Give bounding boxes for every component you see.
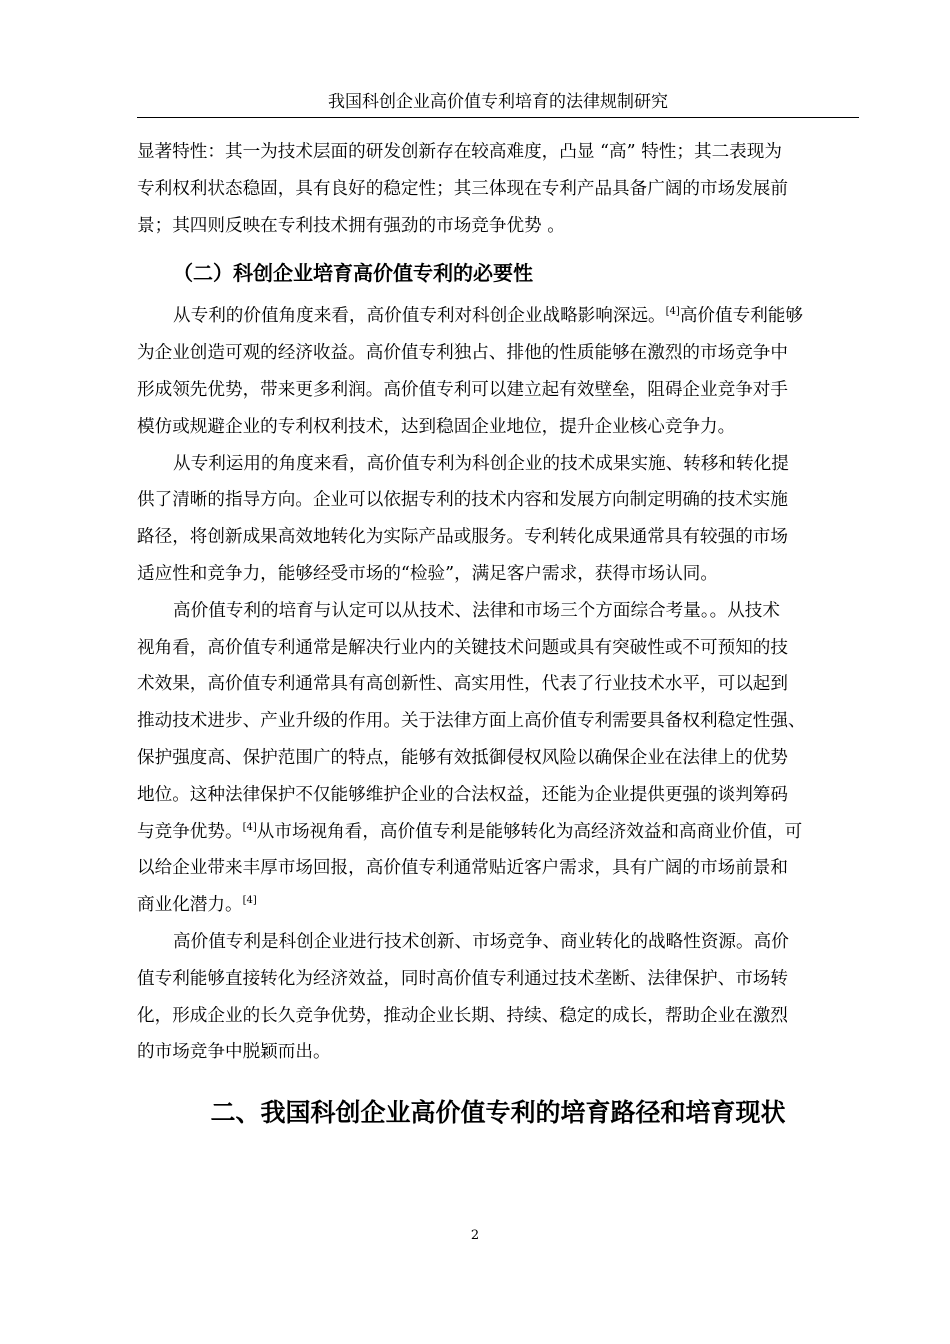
- text-line: 高价值专利是科创企业进行技术创新、市场竞争、商业转化的战略性资源。高价: [173, 931, 789, 952]
- intro-paragraph: [137, 134, 859, 244]
- text-line: 路径，将创新成果高效地转化为实际产品或服务。专利转化成果通常具有较强的市场: [137, 527, 788, 548]
- text-line: 适应性和竞争力，能够经受市场的“检验”，满足客户需求，获得市场认同。: [137, 563, 718, 584]
- text-line: 模仿或规避企业的专利权利技术，达到稳固企业地位，提升企业核心竞争力。: [137, 416, 736, 437]
- text-line: 的市场竞争中脱颖而出。: [137, 1042, 331, 1063]
- text-line: 显著特性：其一为技术层面的研发创新存在较高难度，凸显 “高” 特性；其二表现为: [137, 142, 782, 162]
- body-text: [137, 134, 859, 1071]
- citation-ref: [4]: [242, 821, 257, 833]
- text-line: 专利权利状态稳固，具有良好的稳定性；其三体现在专利产品具备广阔的市场发展前: [137, 178, 788, 199]
- text-line: 与竞争优势。[4]从市场视角看，高价值专利是能够转化为高经济效益和高商业价值，可: [137, 821, 803, 842]
- text-line: 为企业创造可观的经济收益。高价值专利独占、排他的性质能够在激烈的市场竞争中: [137, 343, 788, 364]
- paragraph-cultivation-criteria: [137, 593, 859, 924]
- paragraph-strategic-resource: [137, 924, 859, 1071]
- section-heading: 二、我国科创企业高价值专利的培育路径和培育现状: [210, 1098, 786, 1127]
- text-line: 高价值专利的培育与认定可以从技术、法律和市场三个方面综合考量。。从技术: [173, 600, 780, 621]
- paragraph-application-angle: [137, 446, 859, 593]
- text-line: 商业化潜力。[4]: [137, 895, 257, 916]
- text-line: 地位。这种法律保护不仅能够维护企业的合法权益，还能为企业提供更强的谈判筹码: [137, 784, 788, 805]
- citation-ref: [4]: [242, 895, 257, 907]
- text-line: 保护强度高、保护范围广的特点，能够有效抵御侵权风险以确保企业在法律上的优势: [137, 747, 788, 768]
- paragraph-value-angle: [137, 298, 859, 445]
- text-line: 景；其四则反映在专利技术拥有强劲的市场竞争优势 。: [137, 215, 565, 236]
- citation-ref: [4]: [665, 306, 680, 318]
- text-line: 从专利运用的角度来看，高价值专利为科创企业的技术成果实施、转移和转化提: [173, 453, 789, 474]
- subsection-heading: （二）科创企业培育高价值专利的必要性: [173, 261, 533, 286]
- text-line: 形成领先优势，带来更多利润。高价值专利可以建立起有效壁垒，阻碍企业竞争对手: [137, 379, 788, 400]
- text-line: 视角看，高价值专利通常是解决行业内的关键技术问题或具有突破性或不可预知的技: [137, 637, 788, 658]
- text-line: 从专利的价值角度来看，高价值专利对科创企业战略影响深远。[4]高价值专利能够: [173, 306, 803, 327]
- text-line: 供了清晰的指导方向。企业可以依据专利的技术内容和发展方向制定明确的技术实施: [137, 490, 788, 511]
- text-line: 术效果，高价值专利通常具有高创新性、高实用性，代表了行业技术水平，可以起到: [137, 674, 788, 695]
- text-line: 推动技术进步、产业升级的作用。关于法律方面上高价值专利需要具备权利稳定性强、: [137, 711, 806, 732]
- text-line: 化，形成企业的长久竞争优势，推动企业长期、持续、稳定的成长，帮助企业在激烈: [137, 1005, 788, 1026]
- header-divider: [137, 117, 859, 118]
- text-line: 以给企业带来丰厚市场回报，高价值专利通常贴近客户需求，具有广阔的市场前景和: [137, 858, 788, 879]
- running-header: 我国科创企业高价值专利培育的法律规制研究: [328, 92, 668, 112]
- text-line: 值专利能够直接转化为经济效益，同时高价值专利通过技术垄断、法律保护、市场转: [137, 968, 788, 989]
- page-number: 2: [470, 1228, 480, 1243]
